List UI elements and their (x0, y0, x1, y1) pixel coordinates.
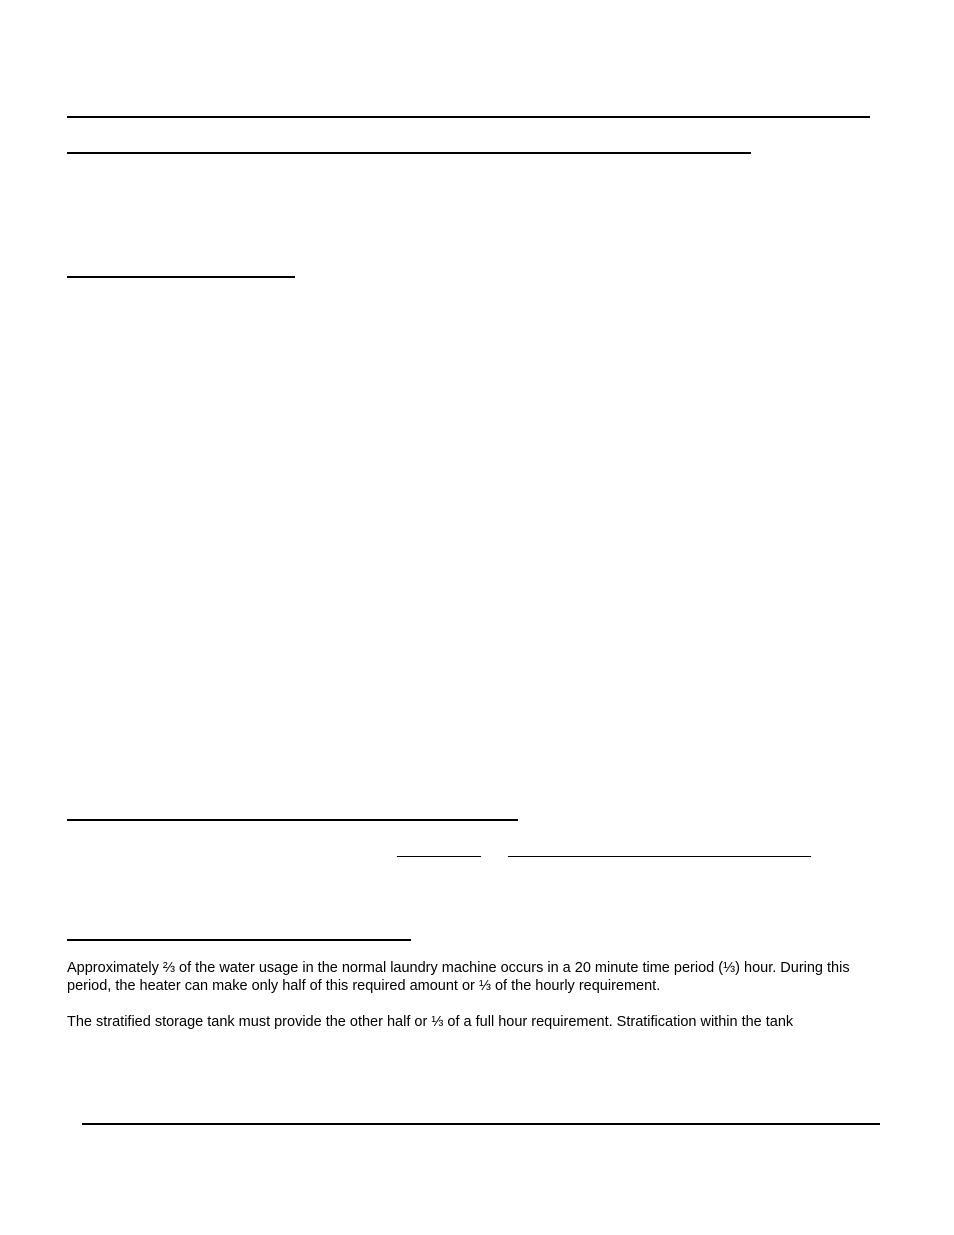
heading-underline-2 (67, 152, 751, 154)
section-underline-2 (67, 819, 518, 821)
section-underline-3 (67, 939, 411, 941)
body-paragraph-2: The stratified storage tank must provide the other half or ⅓ of a full hour requirement. Stratification within the tank (67, 1014, 794, 1030)
field-underline-long (508, 856, 811, 857)
footer-rule (82, 1123, 880, 1125)
body-paragraph-1: Approximately ⅔ of the water usage in the normal laundry machine occurs in a 20 minute time period (⅓) hour. During this period, the heater can make only half of this required amount or ⅓ of the hourly requirement. (67, 960, 850, 994)
section-underline-1 (67, 276, 295, 278)
field-underline-short (397, 856, 481, 857)
heading-underline-1 (67, 116, 870, 118)
